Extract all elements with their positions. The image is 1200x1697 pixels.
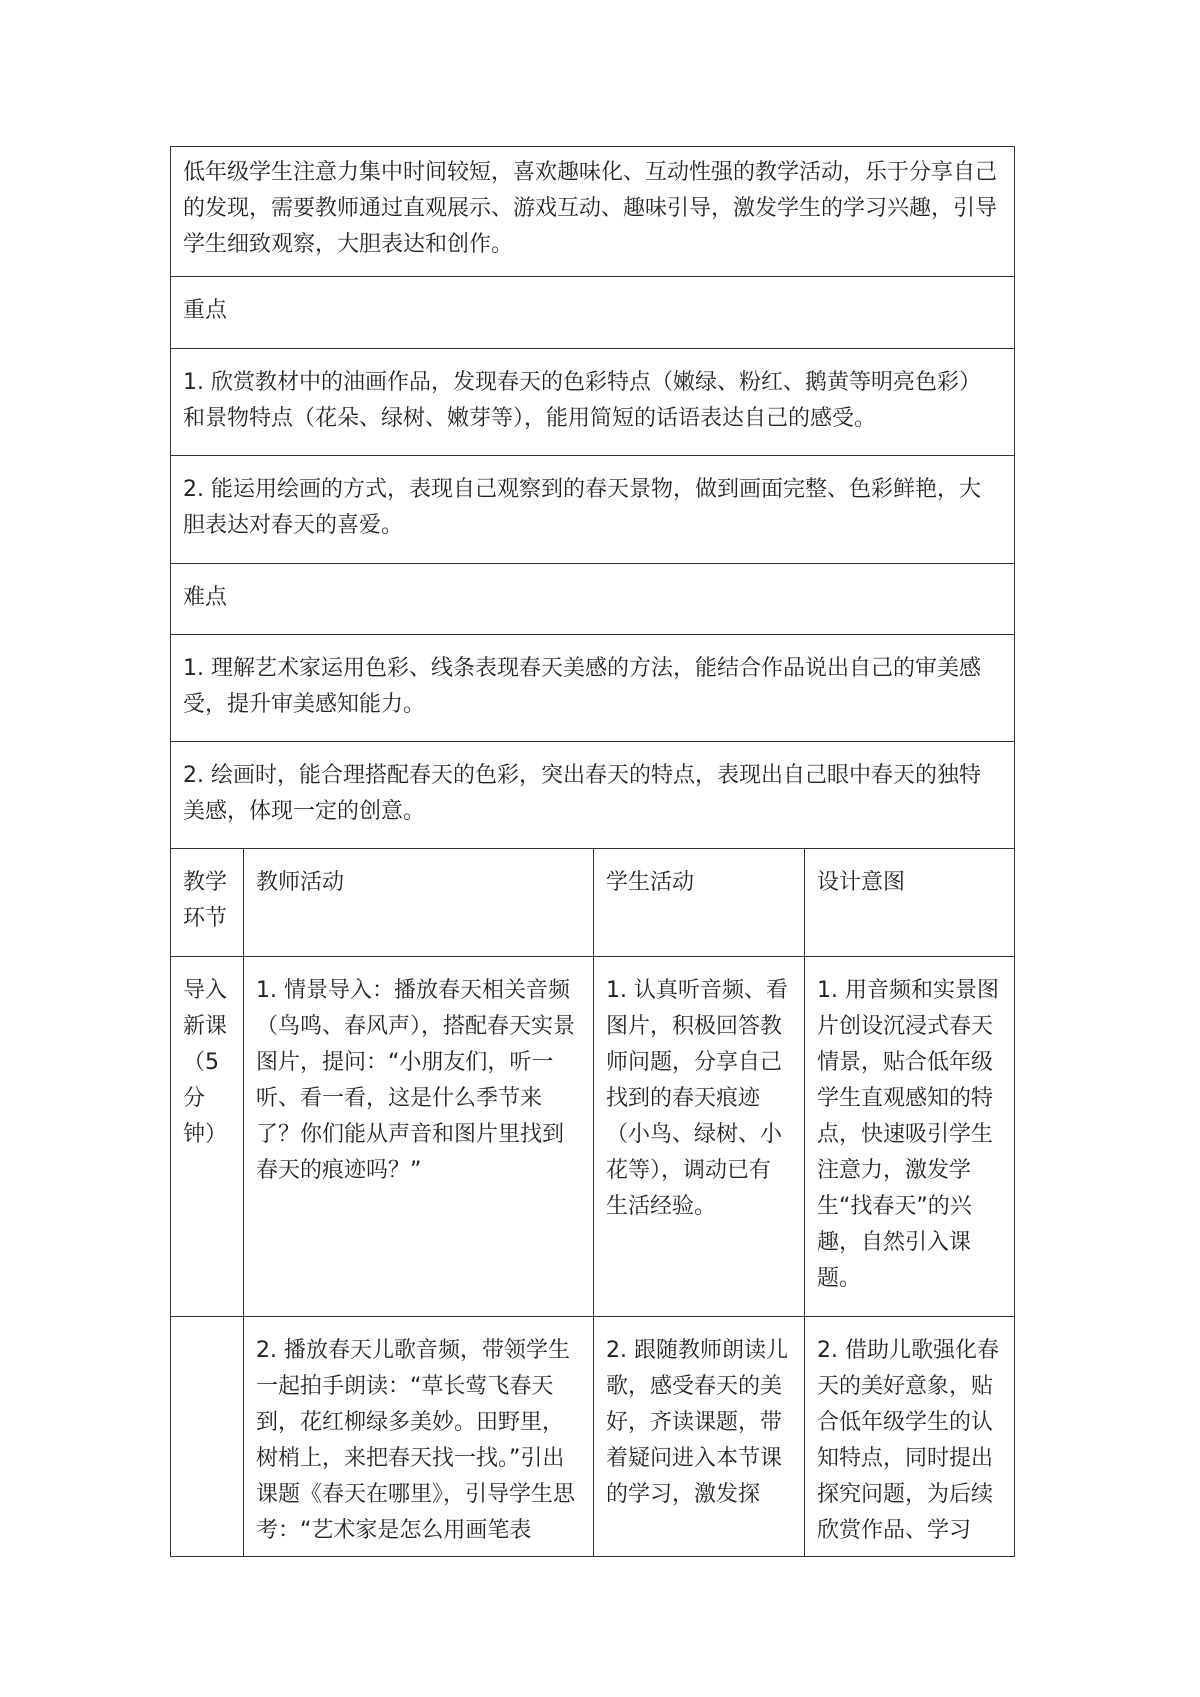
student-activity-cell (594, 957, 805, 1317)
design-intent-cell (805, 1317, 1015, 1557)
key-points-heading-row (171, 277, 1015, 349)
lesson-plan-page (170, 146, 1014, 1557)
design-intent-text: 1. 用音频和实景图片创设沉浸式春天情景，贴合低年级学生直观感知的特点，快速吸引学生注意力，激发学生“找春天”的兴趣，自然引入课题。 (817, 978, 999, 1291)
difficult-points-heading-cell (171, 564, 1015, 635)
design-intent-text: 2. 借助儿歌强化春天的美好意象，贴合低年级学生的认知特点，同时提出探究问题，为后续欣赏作品、学习 (817, 1338, 999, 1543)
design-intent-clip (817, 1333, 1002, 1551)
key-points-heading-cell (171, 277, 1015, 349)
key-points-heading: 重点 (183, 298, 228, 323)
teacher-activity-cell (244, 1317, 594, 1557)
difficult-points-heading: 难点 (183, 585, 228, 610)
stage-cell (171, 1317, 244, 1557)
difficult-point-text: 1. 理解艺术家运用色彩、线条表现春天美感的方法，能结合作品说出自己的审美感受，提升审美感知能力。 (183, 656, 981, 717)
key-point-row (171, 349, 1015, 456)
difficult-point-row (171, 742, 1015, 849)
student-activity-text: 1. 认真听音频、看图片，积极回答教师问题，分享自己找到的春天痕迹（小鸟、绿树、小花等），调动已有生活经验。 (606, 978, 788, 1219)
header-teacher: 教师活动 (256, 870, 345, 895)
difficult-point-row (171, 635, 1015, 742)
key-point-text: 2. 能运用绘画的方式，表现自己观察到的春天景物，做到画面完整、色彩鲜艳，大胆表达对春天的喜爱。 (183, 477, 981, 538)
student-activity-cell (594, 1317, 805, 1557)
student-analysis-text: 低年级学生注意力集中时间较短，喜欢趣味化、互动性强的教学活动，乐于分享自己的发现，需要教师通过直观展示、游戏互动、趣味引导，激发学生的学习兴趣，引导学生细致观察，大胆表达和创作。 (183, 160, 998, 257)
teacher-activity-cell (244, 957, 594, 1317)
header-intent-cell (805, 849, 1015, 957)
header-stage-cell (171, 849, 244, 957)
student-activity-clip (606, 1333, 792, 1551)
design-intent-cell (805, 957, 1015, 1317)
header-teacher-cell (244, 849, 594, 957)
student-analysis-cell (171, 147, 1015, 277)
difficult-point-text: 2. 绘画时，能合理搭配春天的色彩，突出春天的特点，表现出自己眼中春天的独特美感，体现一定的创意。 (183, 763, 981, 824)
teacher-activity-text: 2. 播放春天儿歌音频，带领学生一起拍手朗读：“草长莺飞春天到，花红柳绿多美妙。田野里，树梢上，来把春天找一找。”引出课题《春天在哪里》，引导学生思考：“艺术家是怎么用画笔表 (256, 1338, 576, 1543)
header-student-cell (594, 849, 805, 957)
difficult-point-cell (171, 635, 1015, 742)
table-row (171, 1317, 1015, 1557)
header-stage: 教学环节 (183, 870, 228, 931)
process-header-row (171, 849, 1015, 957)
lesson-plan-table (170, 146, 1015, 1557)
key-point-cell (171, 349, 1015, 456)
difficult-points-heading-row (171, 564, 1015, 635)
student-activity-text: 2. 跟随教师朗读儿歌，感受春天的美好，齐读课题，带着疑问进入本节课的学习，激发探 (606, 1338, 788, 1507)
difficult-point-cell (171, 742, 1015, 849)
header-student: 学生活动 (606, 870, 695, 895)
stage-cell (171, 957, 244, 1317)
analysis-row (171, 147, 1015, 277)
table-row (171, 957, 1015, 1317)
key-point-row (171, 456, 1015, 564)
stage-text: 导入新课（5分钟） (183, 978, 228, 1147)
header-intent: 设计意图 (817, 870, 906, 895)
teacher-activity-text: 1. 情景导入：播放春天相关音频（鸟鸣、春风声），搭配春天实景图片，提问：“小朋友们，听一听、看一看，这是什么季节来了？你们能从声音和图片里找到春天的痕迹吗？” (256, 978, 576, 1183)
key-point-cell (171, 456, 1015, 564)
teacher-activity-clip (256, 1333, 581, 1551)
key-point-text: 1. 欣赏教材中的油画作品，发现春天的色彩特点（嫩绿、粉红、鹅黄等明亮色彩）和景物特点（花朵、绿树、嫩芽等），能用简短的话语表达自己的感受。 (183, 370, 981, 431)
